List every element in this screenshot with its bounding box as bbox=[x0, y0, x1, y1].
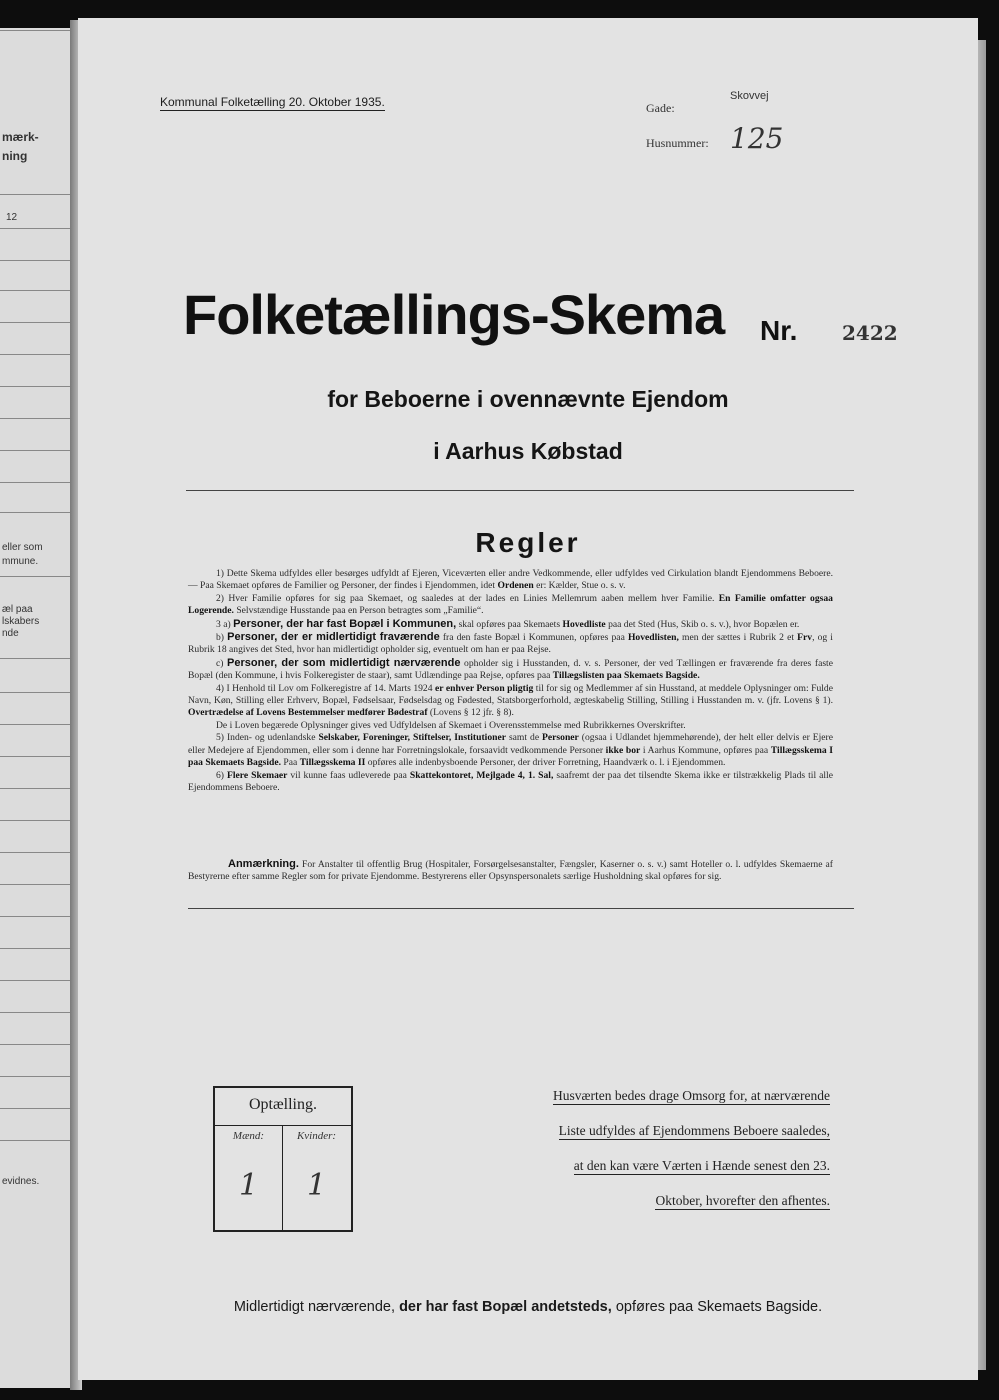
instruction-line: Oktober, hvorefter den afhentes. bbox=[655, 1193, 830, 1208]
instruction-line: at den kan være Værten i Hænde senest den 23. bbox=[573, 1158, 830, 1173]
gade-value: Skovvej bbox=[730, 90, 769, 102]
footer-note: Midlertidigt nærværende, der har fast Bopæl andetsteds, opføres paa Skemaets Bagside. bbox=[233, 1299, 823, 1315]
maend-label: Mænd: bbox=[232, 1130, 265, 1142]
note-text: Anmærkning. For Anstalter til offentlig Brug (Hospitaler, Forsørgelsesanstalter, Fængsler, Kaserner o. s. v.) samt Hoteller o. l. udfyldes Skemaerne af Bestyrerne efter samme Regler som for private Ejendomme. Bestyrerens eller Opsynspersonalets særlige Husholdning skal opføres for sig. bbox=[188, 858, 833, 883]
rules-heading: Regler bbox=[475, 527, 581, 558]
gade-label: Gade: bbox=[646, 101, 675, 115]
left-fragment: mærk- bbox=[2, 130, 39, 144]
divider bbox=[186, 490, 854, 491]
subtitle-line2: i Aarhus Købstad bbox=[433, 438, 623, 464]
rules-text: 1) Dette Skema udfyldes eller besørges udfyldt af Ejeren, Viceværten eller andre Vedkommende, eller udfyldes ved Cirkulation blandt Ejendommens Beboere. — Paa Skemaet opføres de Familier og Personer, der findes i Ejendommen, idet Ordenen er: Kælder, Stue o. s. v. 2) Hver Familie opføres for sig paa Skemaet, og saaledes at der lades en Linies Mellemrum aaben mellem hver Familie. En Familie omfatter ogsaa Logerende. Selvstændige Husstande paa en Person betragtes som „Familie“. 3 a) Personer, der har fast Bopæl i Kommunen, skal opføres paa Skemaets Hovedliste paa det Sted (Hus, Skib o. s. v.), hvor Bopælen er. b) Personer, der er midlertidigt fraværende fra den faste Bopæl i Kommunen, opføres paa Hovedlisten, men der sættes i Rubrik 2 et Frv, og i Rubrik 18 angives det Sted, hvor han midlertidigt opholder sig, eventuelt om han er paa Rejse. c) Personer, der som midlertidigt nærværende opholder sig i Husstanden, d. v. s. Personer, der ved Tællingen er fraværende fra deres faste Bopæl (den Kommune, i hvis Folkeregister de staar), samt Udlændinge paa Rejse, opføres paa Tillægslisten paa Skemaets Bagside. 4) I Henhold til Lov om Folkeregistre af 14. Marts 1924 er enhver Person pligtig til for sig og Medlemmer af sin Husstand, at meddele Oplysninger om: Fulde Navn, Køn, Stilling eller Erhverv, Bopæl, Fødselsaar, Fødselsdag og Fødested, Statsborgerforhold, ægteskabelig Stilling, Stilling i Husstanden m. v. (jfr. Lovens § 1). Overtrædelse af Lovens Bestemmelser medfører Bødestraf (Lovens § 12 jfr. § 8). De i Loven begærede Oplysninger gives ved Udfyldelsen af Skemaet i Overensstemmelse med Rubrikkernes Overskrifter. 5) Inden- og udenlandske Selskaber, Foreninger, Stiftelser, Institutioner samt de Personer (ogsaa i Udlandet hjemmehørende), der helt eller delvis er Ejere eller Medejere af Ejendommen, eller som i denne har Forretningslokale, forsaavidt vedkommende Personer ikke bor i Aarhus Kommune, opføres paa Tillægsskema I paa Skemaets Bagside. Paa Tillægsskema II opføres alle indenbysboende Personer, der driver Forretning, Haandværk o. l. i Ejendommen. 6) Flere Skemaer vil kunne faas udleverede paa Skattekontoret, Mejlgade 4, 1. Sal, saafremt der paa det tilsendte Skema ikke er tilstrækkelig Plads til alle Ejendommens Beboere. bbox=[188, 568, 833, 793]
left-fragment: eller som bbox=[2, 542, 43, 553]
count-title: Optælling. bbox=[248, 1096, 317, 1113]
count-box bbox=[213, 1086, 353, 1232]
husnummer-label: Husnummer: bbox=[646, 136, 709, 150]
census-form-page bbox=[78, 18, 978, 1380]
left-fragment: mmune. bbox=[2, 556, 39, 567]
form-nr-label: Nr. bbox=[760, 315, 798, 346]
husnummer-value: 125 bbox=[730, 122, 784, 155]
left-fragment: ning bbox=[2, 149, 28, 163]
divider bbox=[188, 908, 854, 909]
instruction-line: Husværten bedes drage Omsorg for, at nærværende bbox=[552, 1088, 830, 1103]
instruction-line: Liste udfyldes af Ejendommens Beboere saaledes, bbox=[558, 1123, 830, 1138]
left-fragment: nde bbox=[2, 628, 19, 639]
form-title: Folketællings-Skema bbox=[183, 283, 725, 346]
left-fragment: evidnes. bbox=[2, 1176, 40, 1187]
left-fragment: æl paa bbox=[2, 604, 33, 615]
kvinder-label: Kvinder: bbox=[296, 1130, 337, 1142]
subtitle-line1: for Beboerne i ovennævnte Ejendom bbox=[327, 386, 729, 412]
note-label: Anmærkning. bbox=[228, 858, 299, 870]
left-fragment: lskabers bbox=[2, 616, 40, 627]
census-title: Kommunal Folketælling 20. Oktober 1935. bbox=[160, 95, 385, 109]
maend-value: 1 bbox=[238, 1168, 259, 1203]
kvinder-value: 1 bbox=[306, 1168, 327, 1203]
form-number: 2422 bbox=[842, 321, 898, 345]
left-page-edge bbox=[0, 28, 74, 1388]
left-fragment: 12 bbox=[6, 212, 18, 223]
